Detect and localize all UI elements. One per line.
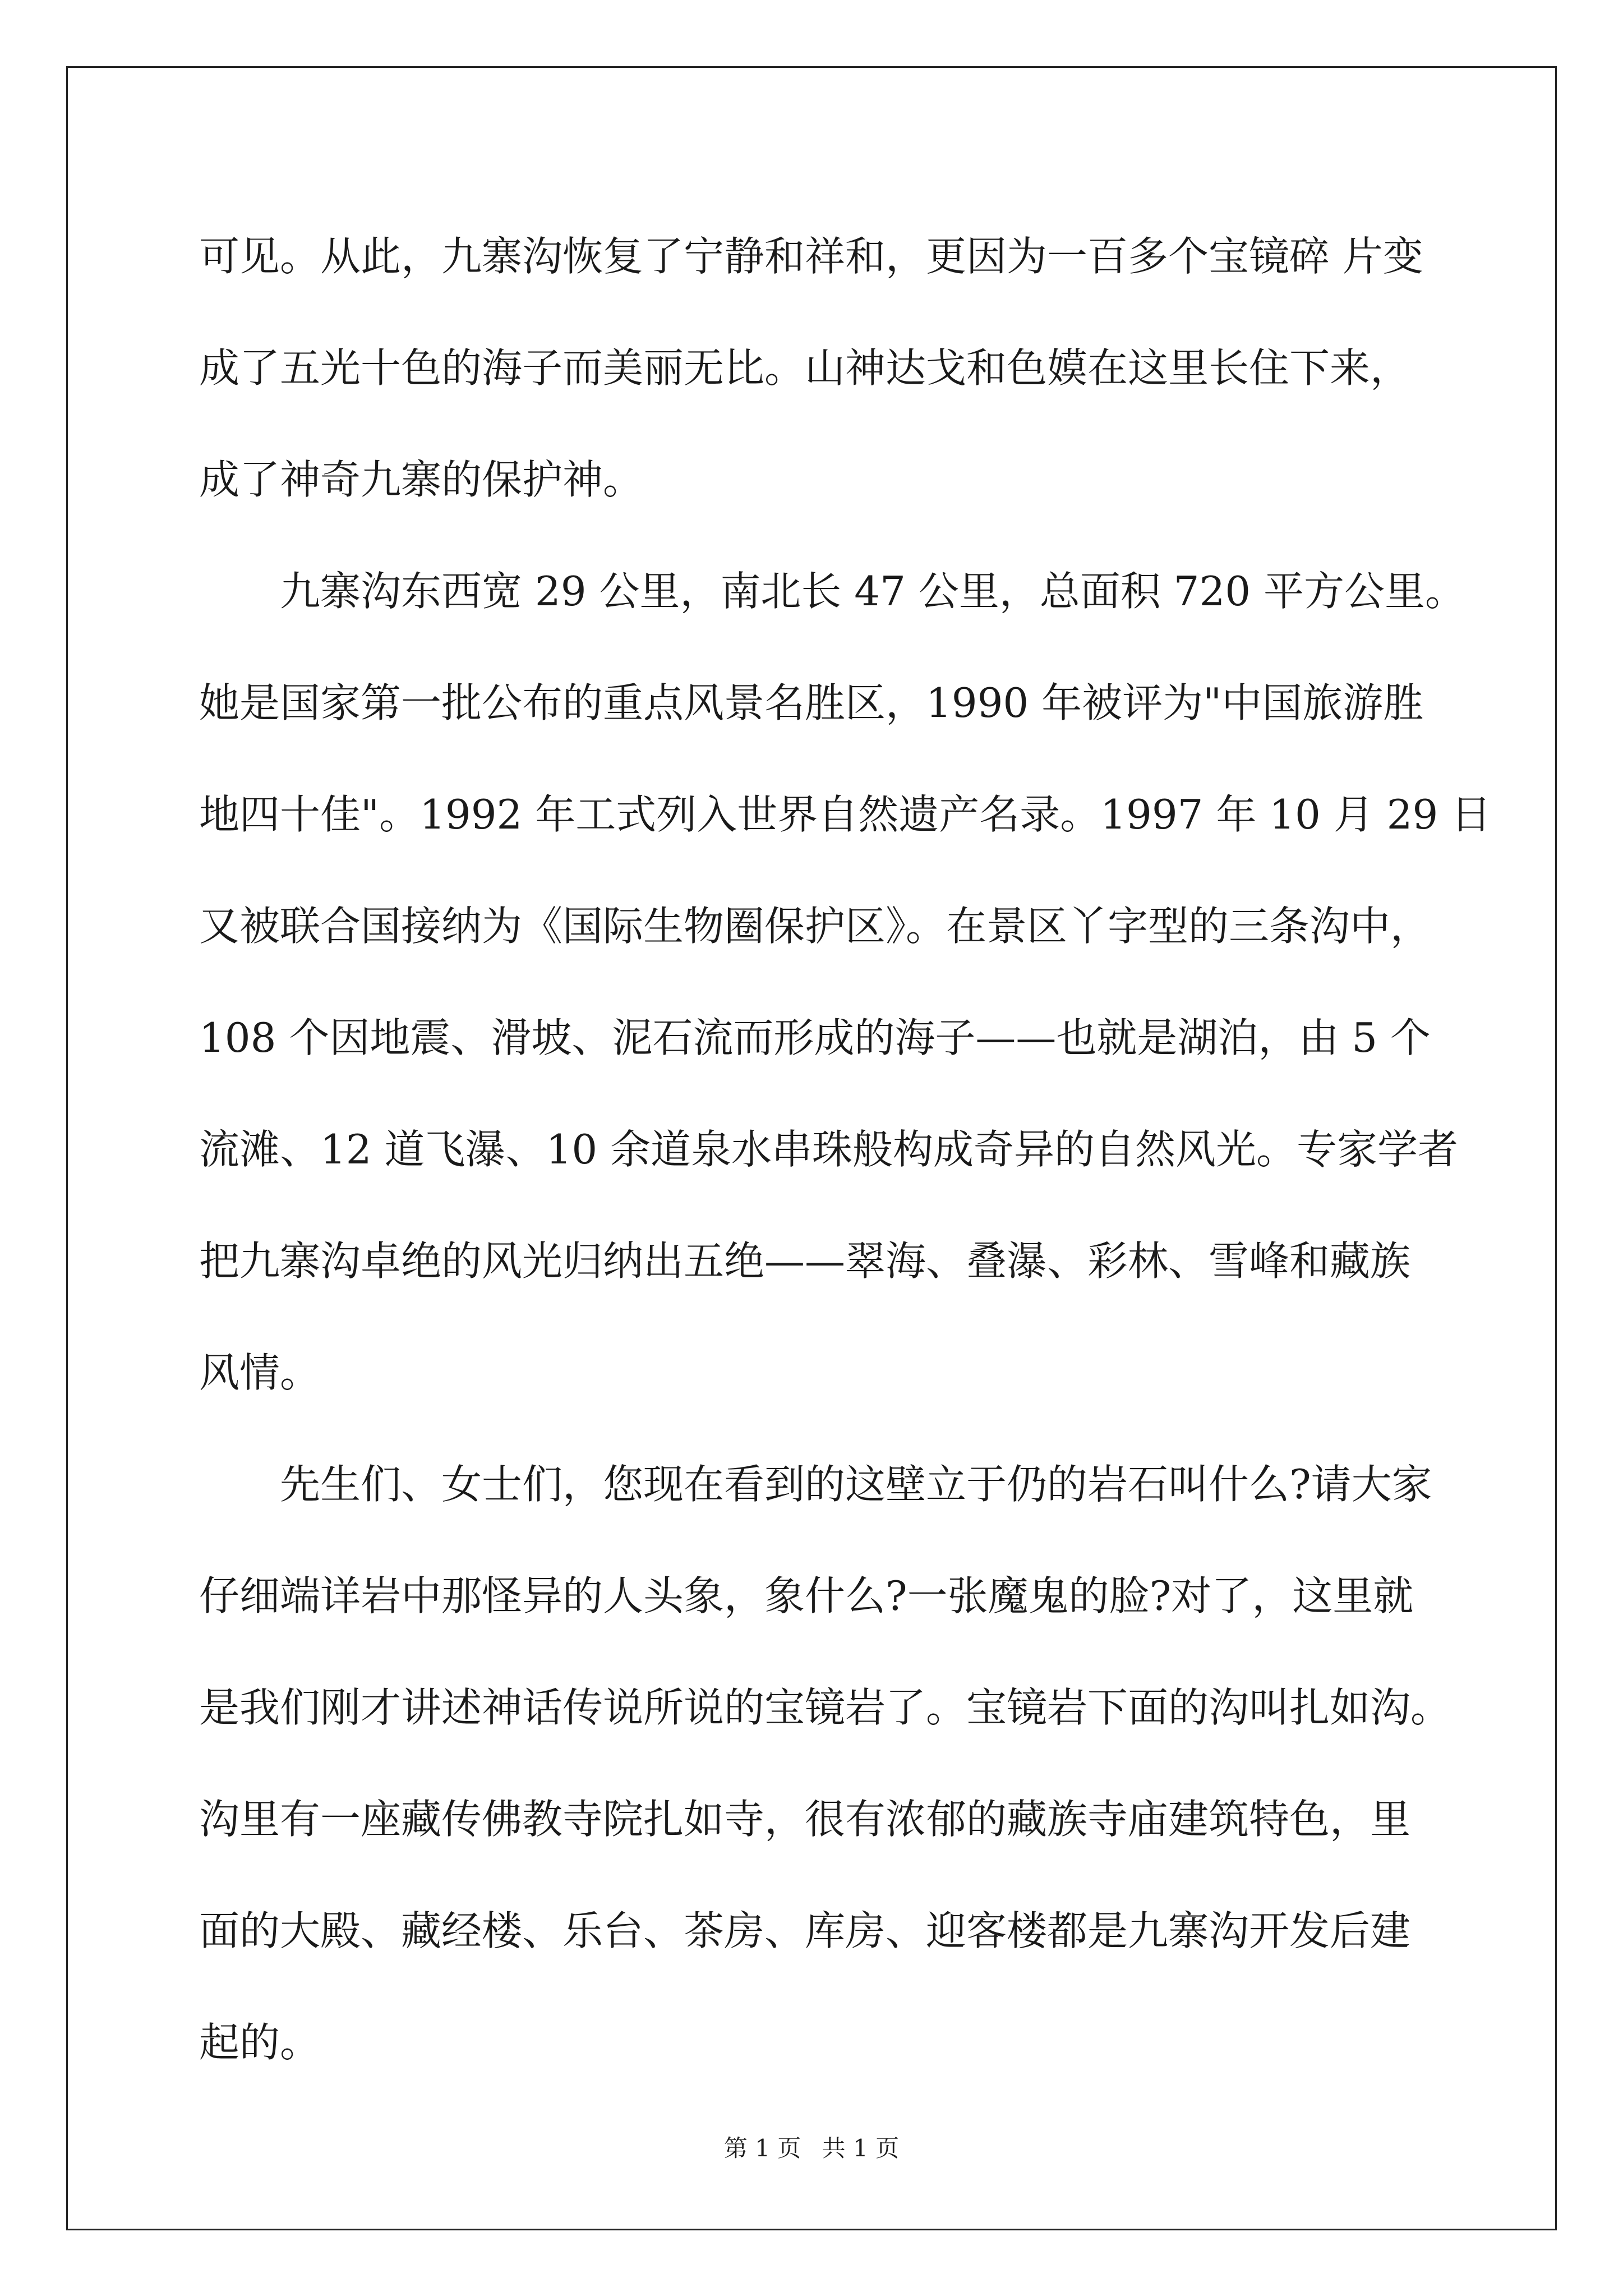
text-line: 成了五光十色的海子而美丽无比。山神达戈和色嫫在这里长住下来， — [199, 344, 1411, 392]
text-line: 风情。 — [199, 1349, 321, 1396]
page-total: 共 1 页 — [822, 2134, 900, 2162]
text-line: 108 个因地震、滑坡、泥石流而形成的海子——也就是湖泊，由 5 个 — [199, 1014, 1431, 1061]
text-line: 流滩、12 道飞瀑、10 余道泉水串珠般构成奇异的自然风光。专家学者 — [199, 1126, 1459, 1173]
page-number: 第 1 页 — [723, 2134, 801, 2162]
text-line: 面的大殿、藏经楼、乐台、茶房、库房、迎客楼都是九寨沟开发后建 — [199, 1907, 1411, 1954]
text-line: 她是国家第一批公布的重点风景名胜区，1990 年被评为"中国旅游胜 — [199, 679, 1424, 726]
text-line: 是我们刚才讲述神话传说所说的宝镜岩了。宝镜岩下面的沟叫扎如沟。 — [199, 1684, 1451, 1731]
text-line: 地四十佳"。1992 年工式列入世界自然遗产名录。1997 年 10 月 29 日 — [199, 791, 1492, 838]
text-line: 先生们、女士们，您现在看到的这壁立于仍的岩石叫什么?请大家 — [280, 1461, 1432, 1508]
text-line: 又被联合国接纳为《国际生物圈保护区》。在景区丫字型的三条沟中， — [199, 903, 1431, 950]
text-line: 九寨沟东西宽 29 公里，南北长 47 公里，总面积 720 平方公里。 — [280, 568, 1465, 615]
text-line: 把九寨沟卓绝的风光归纳出五绝——翠海、叠瀑、彩林、雪峰和藏族 — [199, 1237, 1411, 1285]
page-footer — [0, 2130, 1623, 2164]
text-line: 可见。从此，九寨沟恢复了宁静和祥和，更因为一百多个宝镜碎 片变 — [199, 233, 1423, 280]
document-body — [199, 201, 1492, 2099]
text-line: 成了神奇九寨的保护神。 — [199, 456, 644, 503]
text-line: 仔细端详岩中那怪异的人头象，象什么?一张魔鬼的脸?对了，这里就 — [199, 1572, 1414, 1619]
text-line: 沟里有一座藏传佛教寺院扎如寺，很有浓郁的藏族寺庙建筑特色，里 — [199, 1796, 1411, 1843]
text-line: 起的。 — [199, 2019, 321, 2066]
